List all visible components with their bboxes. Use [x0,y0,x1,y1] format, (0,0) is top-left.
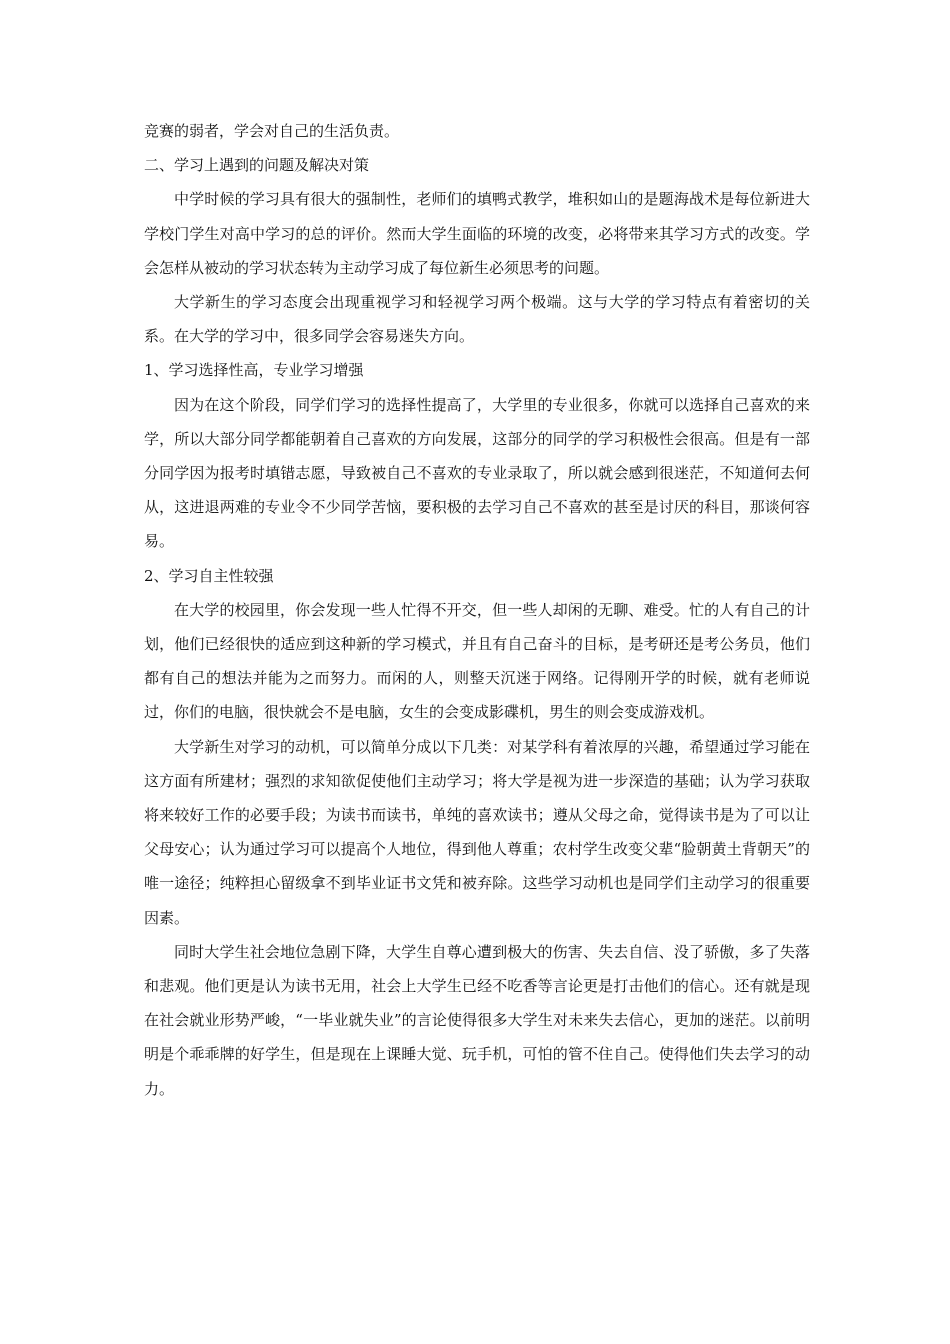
continuation-text: 竞赛的弱者，学会对自己的生活负责。 [144,122,400,140]
subheading-1: 1、学习选择性高，专业学习增强 [144,361,364,380]
section-heading: 二、学习上遇到的问题及解决对策 [144,156,370,175]
paragraph-selection: 因为在这个阶段，同学们学习的选择性提高了，大学里的专业很多，你就可以选择自己喜欢的来学，所以大部分同学都能朝着自己喜欢的方向发展，这部分的同学的学习积极性会很高。但是有一部分同学因为报考时填错志愿，导致被自己不喜欢的专业录取了，所以就会感到很迷茫，不知道何去何从，这进退两难的专业令不少同学苦恼，要积极的去学习自己不喜欢的甚至是讨厌的科目，那谈何容易。 [144,395,810,551]
paragraph-intro-2: 大学新生的学习态度会出现重视学习和轻视学习两个极端。这与大学的学习特点有着密切的关系。在大学的学习中，很多同学会容易迷失方向。 [144,293,810,346]
paragraph-autonomy-2: 大学新生对学习的动机，可以简单分成以下几类：对某学科有着浓厚的兴趣，希望通过学习能在这方面有所建材；强烈的求知欲促使他们主动学习；将大学是视为进一步深造的基础；认为学习获取将来较好工作的必要手段；为读书而读书，单纯的喜欢读书；遵从父母之命，觉得读书是为了可以让父母安心；认为通过学习可以提高个人地位，得到他人尊重；农村学生改变父辈“脸朝黄土背朝天”的唯一途径；纯粹担心留级拿不到毕业证书文凭和被弃除。这些学习动机也是同学们主动学习的很重要因素。 [144,737,810,927]
subheading-2: 2、学习自主性较强 [144,566,274,585]
document-page [144,114,810,1106]
paragraph-autonomy-3: 同时大学生社会地位急剧下降，大学生自尊心遭到极大的伤害、失去自信、没了骄傲，多了失落和悲观。他们更是认为读书无用，社会上大学生已经不吃香等言论更是打击他们的信心。还有就是现在社会就业形势严峻，“一毕业就失业”的言论使得很多大学生对未来失去信心，更加的迷茫。以前明明是个乖乖牌的好学生，但是现在上课睡大觉、玩手机，可怕的管不住自己。使得他们失去学习的动力。 [144,942,810,1098]
paragraph-autonomy-1: 在大学的校园里，你会发现一些人忙得不开交，但一些人却闲的无聊、难受。忙的人有自己的计划，他们已经很快的适应到这种新的学习模式，并且有自己奋斗的目标，是考研还是考公务员，他们都有自己的想法并能为之而努力。而闲的人，则整天沉迷于网络。记得刚开学的时候，就有老师说过，你们的电脑，很快就会不是电脑，女生的会变成影碟机，男生的则会变成游戏机。 [144,600,810,722]
paragraph-intro-1: 中学时候的学习具有很大的强制性，老师们的填鸭式教学，堆积如山的是题海战术是每位新进大学校门学生对高中学习的总的评价。然而大学生面临的环境的改变，必将带来其学习方式的改变。学会怎样从被动的学习状态转为主动学习成了每位新生必须思考的问题。 [144,190,810,277]
